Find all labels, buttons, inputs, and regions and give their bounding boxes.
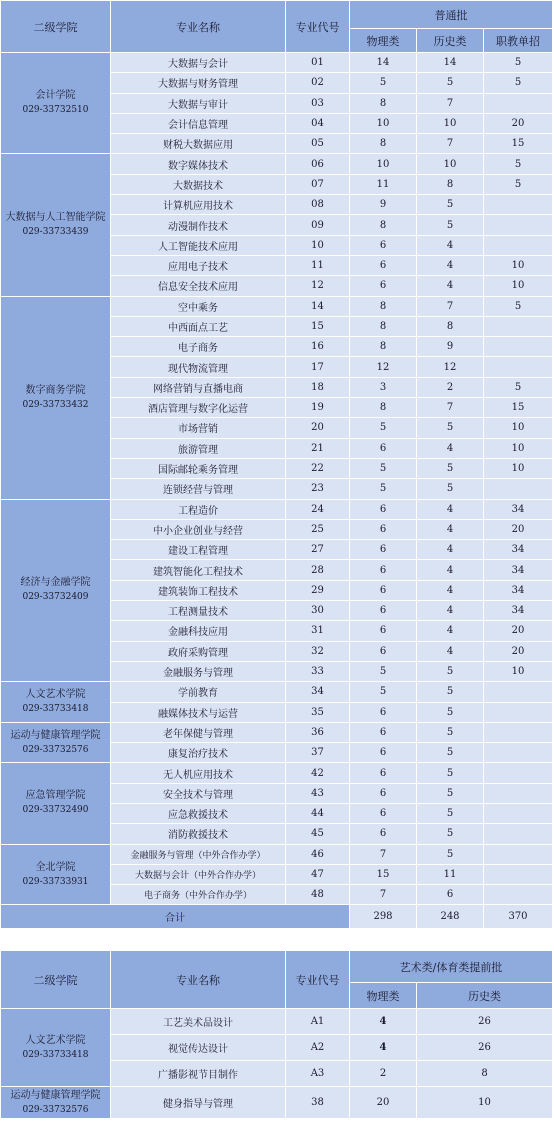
- college-phone: 029-33732490: [22, 805, 89, 816]
- major-name: 连锁经营与管理: [111, 479, 286, 499]
- major-code: 19: [286, 398, 350, 418]
- major-name: 人工智能技术应用: [111, 235, 286, 255]
- vocational-count: 20: [484, 113, 553, 133]
- physics-count: 8: [350, 215, 417, 235]
- history-count: 6: [417, 885, 484, 905]
- major-name: 大数据技术: [111, 174, 286, 194]
- major-name: 酒店管理与数字化运营: [111, 398, 286, 418]
- physics-count: 6: [350, 560, 417, 580]
- major-name: 融媒体技术与运营: [111, 702, 286, 722]
- major-code: A2: [286, 1035, 350, 1061]
- major-code: 30: [286, 601, 350, 621]
- major-name: 中西面点工艺: [111, 316, 286, 336]
- history-count: 5: [417, 73, 484, 93]
- major-name: 工程测量技术: [111, 601, 286, 621]
- header-history-2: 历史类: [417, 983, 553, 1009]
- major-name: 大数据与会计（中外合作办学）: [111, 864, 286, 884]
- college-name: 运动与健康管理学院: [10, 1089, 101, 1101]
- major-code: 02: [286, 73, 350, 93]
- physics-count: 5: [350, 458, 417, 478]
- major-code: 06: [286, 154, 350, 174]
- physics-count: 14: [350, 53, 417, 73]
- major-code: 10: [286, 235, 350, 255]
- physics-count: 6: [350, 276, 417, 296]
- physics-count: 8: [350, 296, 417, 316]
- physics-count: 6: [350, 763, 417, 783]
- vocational-count: [484, 702, 553, 722]
- major-code: 04: [286, 113, 350, 133]
- major-code: 20: [286, 418, 350, 438]
- major-code: 11: [286, 255, 350, 275]
- vocational-count: [484, 682, 553, 702]
- history-count: 5: [417, 743, 484, 763]
- physics-count: 5: [350, 418, 417, 438]
- major-name: 计算机应用技术: [111, 195, 286, 215]
- major-name: 大数据与财务管理: [111, 73, 286, 93]
- history-count: 10: [417, 1087, 553, 1119]
- major-code: 09: [286, 215, 350, 235]
- vocational-count: [484, 357, 553, 377]
- vocational-count: [484, 743, 553, 763]
- college-name: 人文艺术学院: [25, 1034, 86, 1046]
- vocational-count: [484, 864, 553, 884]
- major-name: 建筑智能化工程技术: [111, 560, 286, 580]
- physics-count: 12: [350, 357, 417, 377]
- physics-count: 10: [350, 154, 417, 174]
- header-physics: 物理类: [350, 29, 417, 53]
- vocational-count: [484, 763, 553, 783]
- table-row: [1, 1009, 553, 1035]
- history-count: 5: [417, 418, 484, 438]
- physics-count: 8: [350, 316, 417, 336]
- table-row: [1, 296, 553, 316]
- history-count: 4: [417, 499, 484, 519]
- major-name: 金融科技应用: [111, 621, 286, 641]
- major-name: 财税大数据应用: [111, 134, 286, 154]
- history-count: 10: [417, 154, 484, 174]
- vocational-count: [484, 479, 553, 499]
- major-name: 工程造价: [111, 499, 286, 519]
- history-count: 5: [417, 844, 484, 864]
- college-name: 人文艺术学院: [25, 689, 86, 700]
- history-count: 7: [417, 134, 484, 154]
- history-count: 8: [417, 1061, 553, 1087]
- major-name: 无人机应用技术: [111, 763, 286, 783]
- history-count: 5: [417, 682, 484, 702]
- vocational-count: 10: [484, 276, 553, 296]
- vocational-count: 20: [484, 641, 553, 661]
- history-count: 4: [417, 621, 484, 641]
- history-count: 5: [417, 661, 484, 681]
- table-row: [1, 1087, 553, 1119]
- vocational-count: 20: [484, 519, 553, 539]
- major-code: 47: [286, 864, 350, 884]
- major-name: 建筑装饰工程技术: [111, 580, 286, 600]
- physics-count: 4: [350, 1009, 417, 1035]
- history-count: 4: [417, 255, 484, 275]
- major-name: 动漫制作技术: [111, 215, 286, 235]
- physics-count: 6: [350, 499, 417, 519]
- vocational-count: [484, 195, 553, 215]
- major-name: 金融服务与管理: [111, 661, 286, 681]
- major-code: 05: [286, 134, 350, 154]
- history-count: 5: [417, 195, 484, 215]
- table-row: [1, 763, 553, 783]
- college-name: 应急管理学院: [25, 790, 86, 802]
- history-count: 10: [417, 113, 484, 133]
- vocational-count: [484, 783, 553, 803]
- major-code: A1: [286, 1009, 350, 1035]
- major-code: 25: [286, 519, 350, 539]
- major-code: 28: [286, 560, 350, 580]
- vocational-count: 5: [484, 73, 553, 93]
- physics-count: 11: [350, 174, 417, 194]
- college-name: 数字商务学院: [25, 384, 86, 396]
- major-name: 政府采购管理: [111, 641, 286, 661]
- college-cell: [1, 1009, 111, 1087]
- major-name: 应用电子技术: [111, 255, 286, 275]
- major-name: 工艺美术品设计: [111, 1009, 286, 1035]
- major-name: 健身指导与管理: [111, 1087, 286, 1119]
- major-code: 12: [286, 276, 350, 296]
- history-count: 11: [417, 864, 484, 884]
- college-cell: [1, 682, 111, 723]
- vocational-count: 10: [484, 438, 553, 458]
- header-college: 二级学院: [1, 1, 111, 53]
- major-code: 24: [286, 499, 350, 519]
- vocational-count: 34: [484, 601, 553, 621]
- major-name: 现代物流管理: [111, 357, 286, 377]
- total-row: [1, 905, 553, 929]
- vocational-count: 5: [484, 53, 553, 73]
- vocational-count: 5: [484, 174, 553, 194]
- physics-count: 9: [350, 195, 417, 215]
- major-code: 22: [286, 458, 350, 478]
- vocational-count: [484, 824, 553, 844]
- physics-count: 2: [350, 1061, 417, 1087]
- header-code-2: 专业代号: [286, 951, 350, 1009]
- major-name: 市场营销: [111, 418, 286, 438]
- major-name: 金融服务与管理（中外合作办学）: [111, 844, 286, 864]
- college-cell: [1, 722, 111, 763]
- history-count: 4: [417, 580, 484, 600]
- major-name: 应急救援技术: [111, 803, 286, 823]
- college-phone: 029-33733439: [22, 227, 89, 238]
- history-count: 4: [417, 560, 484, 580]
- vocational-count: [484, 215, 553, 235]
- history-count: 5: [417, 479, 484, 499]
- major-code: 03: [286, 93, 350, 113]
- table-row: [1, 154, 553, 174]
- vocational-count: 10: [484, 418, 553, 438]
- college-cell: [1, 53, 111, 154]
- physics-count: 7: [350, 885, 417, 905]
- major-code: 15: [286, 316, 350, 336]
- physics-count: 6: [350, 641, 417, 661]
- history-count: 26: [417, 1035, 553, 1061]
- history-count: 5: [417, 824, 484, 844]
- college-cell: [1, 296, 111, 499]
- college-name: 运动与健康管理学院: [10, 729, 101, 741]
- college-cell: [1, 154, 111, 296]
- table-row: [1, 722, 553, 742]
- physics-count: 6: [350, 255, 417, 275]
- physics-count: 6: [350, 743, 417, 763]
- vocational-count: 15: [484, 398, 553, 418]
- vocational-count: 34: [484, 540, 553, 560]
- physics-count: 5: [350, 682, 417, 702]
- major-name: 中小企业创业与经营: [111, 519, 286, 539]
- header-college-2: 二级学院: [1, 951, 111, 1009]
- vocational-count: 34: [484, 560, 553, 580]
- physics-count: 5: [350, 479, 417, 499]
- college-phone: 029-33732576: [22, 744, 89, 755]
- history-count: 7: [417, 398, 484, 418]
- major-code: 48: [286, 885, 350, 905]
- physics-count: 6: [350, 783, 417, 803]
- major-code: 21: [286, 438, 350, 458]
- header-physics-2: 物理类: [350, 983, 417, 1009]
- major-name: 空中乘务: [111, 296, 286, 316]
- vocational-count: 5: [484, 154, 553, 174]
- major-code: 07: [286, 174, 350, 194]
- history-count: 4: [417, 540, 484, 560]
- physics-count: 4: [350, 1035, 417, 1061]
- major-code: 45: [286, 824, 350, 844]
- table-row: [1, 682, 553, 702]
- physics-count: 7: [350, 844, 417, 864]
- major-code: 08: [286, 195, 350, 215]
- major-name: 数字媒体技术: [111, 154, 286, 174]
- major-code: 16: [286, 337, 350, 357]
- college-name: 经济与金融学院: [20, 577, 91, 589]
- history-count: 5: [417, 215, 484, 235]
- physics-count: 6: [350, 438, 417, 458]
- vocational-count: 10: [484, 255, 553, 275]
- major-code: 32: [286, 641, 350, 661]
- vocational-count: [484, 803, 553, 823]
- major-code: 36: [286, 722, 350, 742]
- major-code: 17: [286, 357, 350, 377]
- physics-count: 6: [350, 519, 417, 539]
- physics-count: 8: [350, 134, 417, 154]
- major-name: 旅游管理: [111, 438, 286, 458]
- physics-count: 6: [350, 601, 417, 621]
- vocational-count: 5: [484, 377, 553, 397]
- physics-count: 3: [350, 377, 417, 397]
- header-batch-2: 艺术类/体育类提前批: [350, 951, 553, 983]
- college-name: 会计学院: [35, 90, 76, 102]
- major-name: 建设工程管理: [111, 540, 286, 560]
- vocational-count: [484, 316, 553, 336]
- college-cell: [1, 844, 111, 905]
- major-name: 国际邮轮乘务管理: [111, 458, 286, 478]
- major-name: 电子商务: [111, 337, 286, 357]
- vocational-count: [484, 885, 553, 905]
- major-code: 33: [286, 661, 350, 681]
- history-count: 4: [417, 601, 484, 621]
- header-history: 历史类: [417, 29, 484, 53]
- college-phone: 029-33733931: [22, 876, 89, 887]
- vocational-count: 34: [484, 499, 553, 519]
- physics-count: 6: [350, 803, 417, 823]
- physics-count: 6: [350, 722, 417, 742]
- table-row: [1, 499, 553, 519]
- physics-count: 5: [350, 73, 417, 93]
- history-count: 4: [417, 276, 484, 296]
- total-history: 248: [417, 905, 484, 929]
- major-name: 广播影视节目制作: [111, 1061, 286, 1087]
- table-row: [1, 53, 553, 73]
- physics-count: 6: [350, 580, 417, 600]
- total-label: 合计: [1, 905, 350, 929]
- vocational-count: [484, 235, 553, 255]
- physics-count: 5: [350, 661, 417, 681]
- college-phone: 029-33732510: [22, 105, 89, 116]
- major-name: 视觉传达设计: [111, 1035, 286, 1061]
- major-code: A3: [286, 1061, 350, 1087]
- vocational-count: [484, 93, 553, 113]
- total-physics: 298: [350, 905, 417, 929]
- major-name: 会计信息管理: [111, 113, 286, 133]
- major-code: 18: [286, 377, 350, 397]
- history-count: 8: [417, 316, 484, 336]
- physics-count: 15: [350, 864, 417, 884]
- header-major-2: 专业名称: [111, 951, 286, 1009]
- vocational-count: 10: [484, 661, 553, 681]
- vocational-count: [484, 337, 553, 357]
- college-name: 全北学院: [35, 861, 76, 873]
- physics-count: 8: [350, 93, 417, 113]
- major-code: 23: [286, 479, 350, 499]
- history-count: 4: [417, 519, 484, 539]
- major-code: 43: [286, 783, 350, 803]
- major-name: 信息安全技术应用: [111, 276, 286, 296]
- history-count: 2: [417, 377, 484, 397]
- college-name: 大数据与人工智能学院: [5, 212, 106, 224]
- header-vocational: 职教单招: [484, 29, 553, 53]
- history-count: 4: [417, 641, 484, 661]
- college-phone: 029-33733418: [22, 1049, 89, 1060]
- vocational-count: 20: [484, 621, 553, 641]
- vocational-count: 15: [484, 134, 553, 154]
- header-batch: 普通批: [350, 1, 553, 29]
- table-separator: [0, 934, 554, 950]
- physics-count: 20: [350, 1087, 417, 1119]
- major-code: 44: [286, 803, 350, 823]
- history-count: 5: [417, 458, 484, 478]
- major-code: 01: [286, 53, 350, 73]
- college-cell: [1, 763, 111, 844]
- history-count: 12: [417, 357, 484, 377]
- physics-count: 6: [350, 621, 417, 641]
- history-count: 8: [417, 174, 484, 194]
- major-name: 大数据与审计: [111, 93, 286, 113]
- major-code: 14: [286, 296, 350, 316]
- major-code: 35: [286, 702, 350, 722]
- table-row: [1, 844, 553, 864]
- major-code: 27: [286, 540, 350, 560]
- vocational-count: 34: [484, 580, 553, 600]
- history-count: 5: [417, 763, 484, 783]
- physics-count: 6: [350, 824, 417, 844]
- vocational-count: 10: [484, 458, 553, 478]
- college-cell: [1, 499, 111, 682]
- college-phone: 029-33733418: [22, 704, 89, 714]
- vocational-count: 5: [484, 296, 553, 316]
- major-code: 37: [286, 743, 350, 763]
- major-name: 学前教育: [111, 682, 286, 702]
- history-count: 5: [417, 722, 484, 742]
- major-code: 46: [286, 844, 350, 864]
- major-name: 网络营销与直播电商: [111, 377, 286, 397]
- college-phone: 029-33733432: [22, 399, 89, 410]
- history-count: 7: [417, 93, 484, 113]
- college-phone: 029-33732409: [22, 592, 89, 603]
- art-sports-plan-table: [0, 950, 553, 1119]
- college-phone: 029-33732576: [22, 1104, 89, 1115]
- major-name: 电子商务（中外合作办学）: [111, 885, 286, 905]
- physics-count: 8: [350, 337, 417, 357]
- history-count: 14: [417, 53, 484, 73]
- history-count: 4: [417, 438, 484, 458]
- history-count: 5: [417, 702, 484, 722]
- major-code: 38: [286, 1087, 350, 1119]
- physics-count: 6: [350, 702, 417, 722]
- major-name: 安全技术与管理: [111, 783, 286, 803]
- history-count: 7: [417, 296, 484, 316]
- history-count: 9: [417, 337, 484, 357]
- major-code: 29: [286, 580, 350, 600]
- physics-count: 6: [350, 540, 417, 560]
- vocational-count: [484, 722, 553, 742]
- major-code: 31: [286, 621, 350, 641]
- history-count: 26: [417, 1009, 553, 1035]
- college-cell: [1, 1087, 111, 1119]
- header-code: 专业代号: [286, 1, 350, 53]
- physics-count: 6: [350, 235, 417, 255]
- physics-count: 8: [350, 398, 417, 418]
- major-name: 大数据与会计: [111, 53, 286, 73]
- major-name: 消防救援技术: [111, 824, 286, 844]
- major-code: 42: [286, 763, 350, 783]
- physics-count: 10: [350, 113, 417, 133]
- history-count: 5: [417, 803, 484, 823]
- header-major: 专业名称: [111, 1, 286, 53]
- history-count: 5: [417, 783, 484, 803]
- major-name: 老年保健与管理: [111, 722, 286, 742]
- history-count: 4: [417, 235, 484, 255]
- vocational-count: [484, 844, 553, 864]
- major-name: 康复治疗技术: [111, 743, 286, 763]
- major-code: 34: [286, 682, 350, 702]
- total-vocational: 370: [484, 905, 553, 929]
